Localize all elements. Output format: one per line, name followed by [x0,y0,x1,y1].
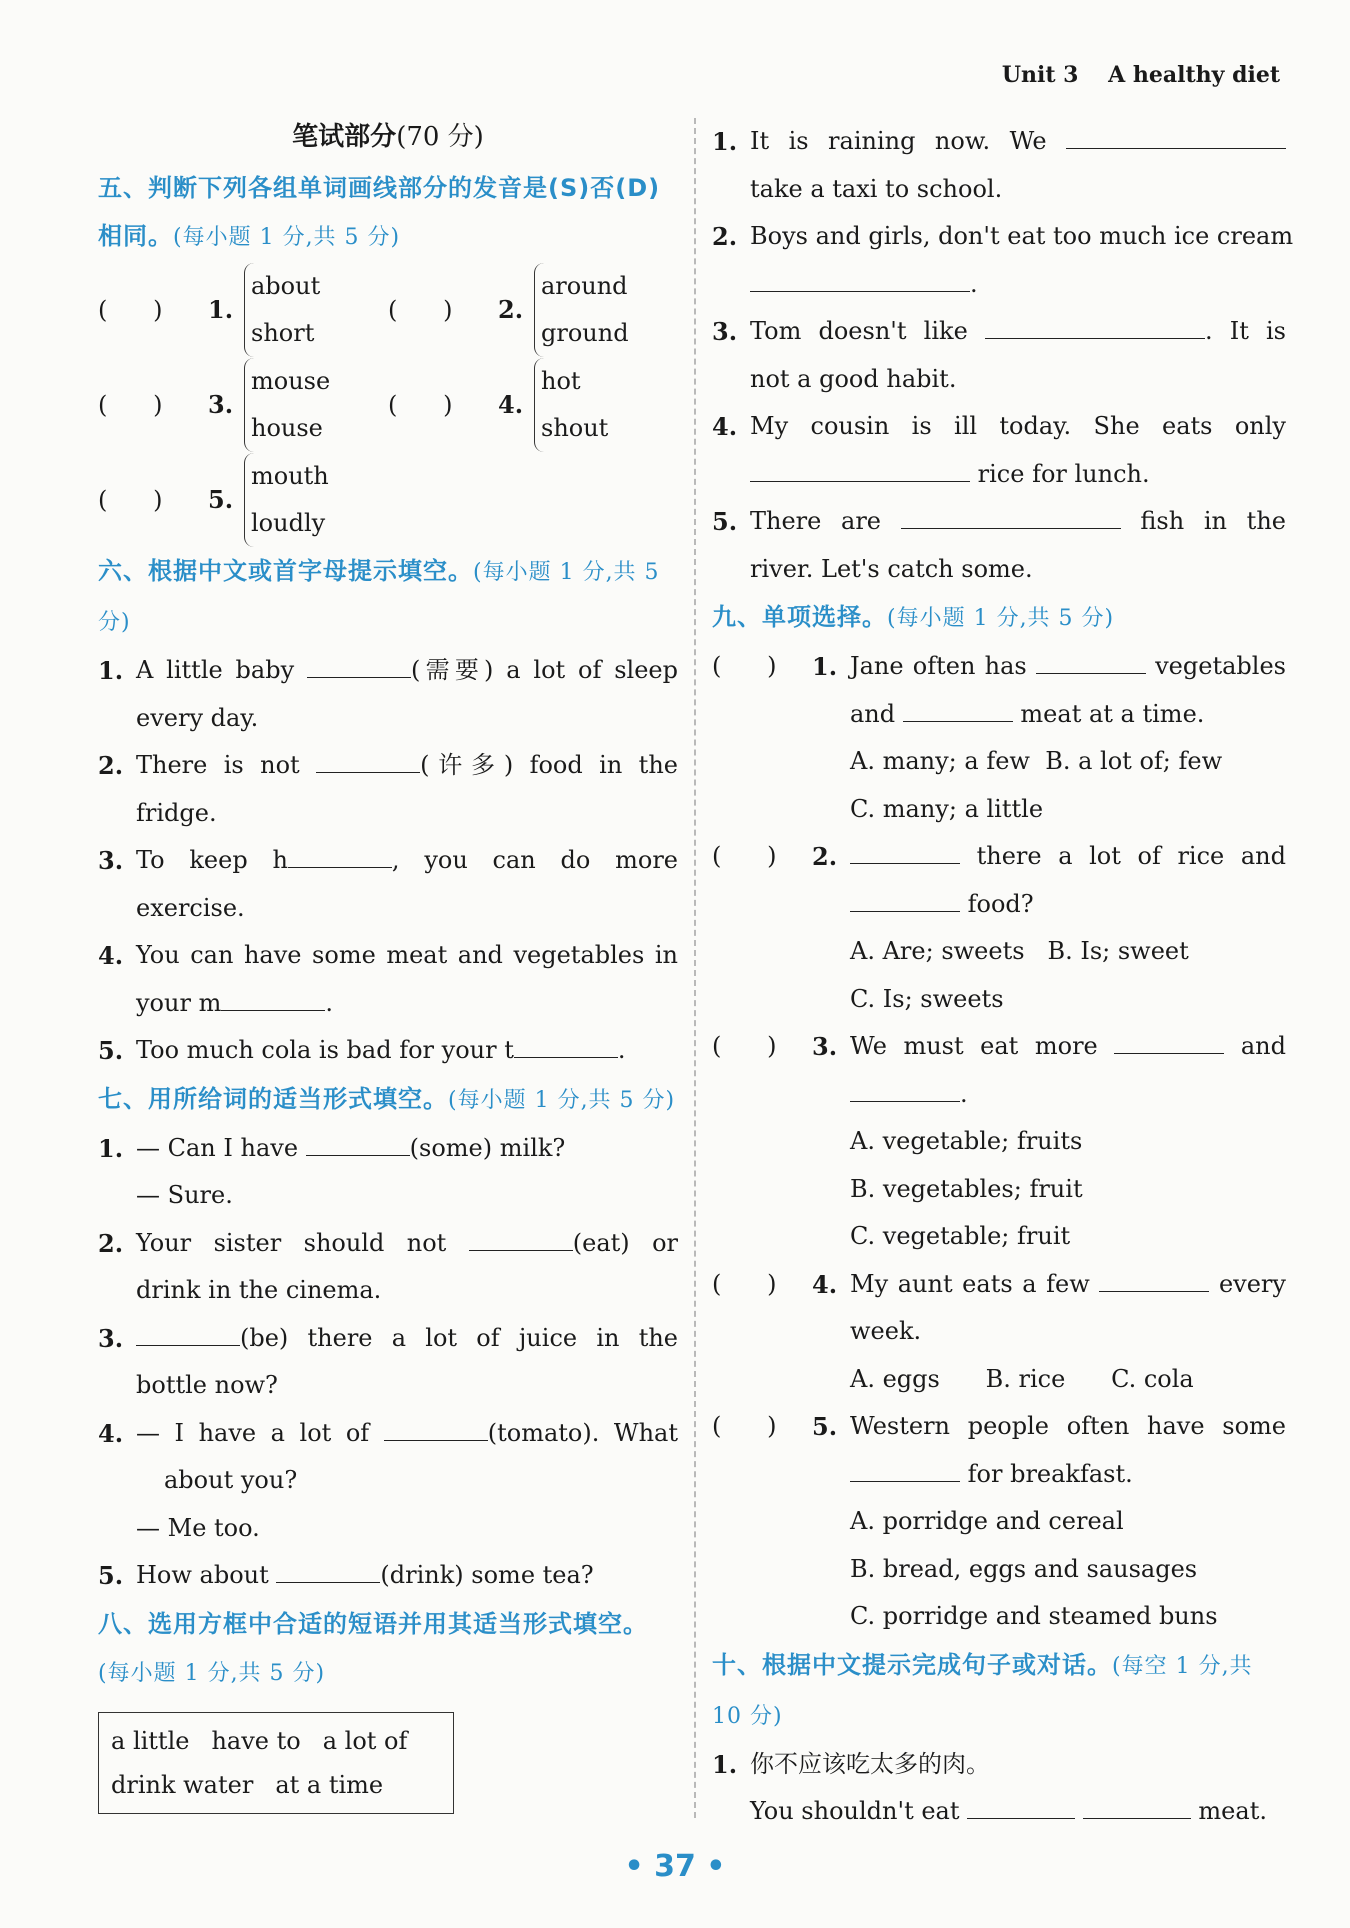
s8-q2: 2. Boys and girls, don't eat too much ice cream [712,222,1294,251]
page-number: • 37 • [624,1849,726,1884]
unit-title: A healthy diet [1108,62,1280,88]
option-a[interactable]: A. porridge and cereal [850,1507,1124,1535]
answer-blank[interactable] [288,845,392,868]
word-pair: hot shout [534,358,608,452]
s7-q4: 4. — I have a lot of (tomato). What [98,1418,678,1448]
option-b[interactable]: B. vegetables; fruit [850,1174,1083,1203]
word-pair: mouth loudly [244,453,329,547]
s5-q5: ( ) 5. mouth loudly [98,453,388,547]
answer-blank[interactable] [306,1133,410,1156]
answer-blank[interactable] [1114,1031,1224,1054]
s9-q4: ( ) 4. My aunt eats a few every [712,1261,1286,1309]
section-9-title: 九、单项选择。(每小题 1 分,共 5 分) [712,603,1115,631]
s9-q1: ( ) 1. Jane often has vegetables [712,643,1286,691]
section-5-title: 五、判断下列各组单词画线部分的发音是(S)否(D)相同。(每小题 1 分,共 5 分) [98,174,661,250]
answer-blank[interactable] [1066,126,1286,149]
answer-paren[interactable]: ( ) [712,1412,777,1440]
s8-q1: 1. It is raining now. We [712,118,1286,166]
answer-blank[interactable] [316,750,420,773]
s5-row-1 [98,262,678,357]
answer-blank[interactable] [384,1418,488,1441]
answer-paren[interactable]: ( ) [712,1032,777,1060]
s9-q3: ( ) 3. We must eat more and [712,1023,1286,1071]
answer-paren[interactable]: ( ) [712,652,777,680]
answer-paren[interactable]: ( ) [98,485,163,514]
option-c[interactable]: C. many; a little [850,794,1044,823]
option-b[interactable]: B. Is; sweet [1047,937,1189,965]
word-pair: about short [244,263,320,357]
s8-q4: 4. My cousin is ill today. She eats only [712,412,1286,441]
phrase-box: a little have to a lot of drink water at a time [98,1712,454,1814]
answer-paren[interactable]: ( ) [98,390,163,419]
answer-blank[interactable] [136,1323,240,1346]
s8-q5: 5. There are fish in the [712,507,1286,536]
answer-blank[interactable] [750,269,970,292]
s7-q2: 2. Your sister should not (eat) or [98,1228,678,1258]
option-a[interactable]: A. Are; sweets [850,937,1025,965]
s9-q5-options [712,1498,1286,1546]
s9-q4-options [712,1356,1286,1404]
section-6-title: 六、根据中文或首字母提示填空。(每小题 1 分,共 5 分) [98,557,660,635]
answer-paren[interactable]: ( ) [388,390,453,419]
left-column: 笔试部分(70 分) 五、判断下列各组单词画线部分的发音是(S)否(D)相同。(每小题 1 分,共 5 分) ( ) 1. about short ( ) 2. around ground ( ) 3. mouse house ( ) 4. hot shout ( ) 5. mouth loudly 六、根据中文或首字母提示填空。(每小题 1 分,共 5 分) 1. A little baby (需要) a lot of sleep every day. 2. There is not (许多) food in the fridge. 3. To keep h , you can do more exercise. 4. You can have some meat and vegetables in your m . 5. Too much cola is bad for your t . 七、用所给词的适当形式填空。(每小题 1 分,共 5 分) 1. — Can I have (some) milk? — Sure. 2. Your sister should not (eat) or drink in the cinema. 3. (be) there a lot of juice in the bottle now? 4. — I have a lot of (tomato). What about you? — Me too. 5. How about (drink) some tea? 八、选用方框中合适的短语并用其适当形式填空。(每小题 1 分,共 5 分) a little have to a lot of drink water at a time [98,118,678,1814]
s5-row-2 [98,357,678,452]
section-7-title: 七、用所给词的适当形式填空。(每小题 1 分,共 5 分) [98,1084,676,1113]
s7-q5: 5. How about (drink) some tea? [98,1561,594,1590]
s9-q2-options [712,928,1286,976]
section-10-title: 十、根据中文提示完成句子或对话。(每空 1 分,共 10 分) [712,1650,1253,1729]
answer-blank[interactable] [307,655,411,678]
option-a[interactable]: A. many; a few [850,747,1030,775]
s9-q3-options [712,1118,1286,1166]
word-pair: mouse house [244,358,330,452]
answer-blank[interactable] [850,1459,960,1482]
s9-q1-options [712,738,1286,786]
option-c[interactable]: C. vegetable; fruit [850,1222,1071,1250]
answer-blank[interactable] [469,1228,573,1251]
s9-q2: ( ) 2. there a lot of rice and [712,833,1286,881]
option-c[interactable]: C. porridge and steamed buns [850,1602,1218,1630]
answer-blank[interactable] [1099,1269,1209,1292]
written-part-title: 笔试部分(70 分) [292,122,484,152]
answer-blank[interactable] [850,1079,960,1102]
answer-blank[interactable] [985,316,1205,339]
answer-blank[interactable] [850,889,960,912]
page-header [1002,62,1280,88]
answer-blank[interactable] [1036,651,1146,674]
option-c[interactable]: C. cola [1111,1364,1194,1393]
word-pair: around ground [534,263,629,357]
option-c[interactable]: C. Is; sweets [850,984,1004,1013]
s8-q3: 3. Tom doesn't like . It is [712,317,1286,346]
answer-blank[interactable] [901,506,1121,529]
column-divider [694,118,696,1818]
answer-blank[interactable] [514,1035,618,1058]
s6-q3: 3. To keep h , you can do more [98,846,679,875]
s5-q2: ( ) 2. around ground [388,263,678,357]
s9-q5: ( ) 5. Western people often have some [712,1403,1286,1451]
option-b[interactable]: B. a lot of; few [1045,747,1223,775]
answer-paren[interactable]: ( ) [712,1269,777,1298]
s5-row-3 [98,452,678,547]
answer-blank[interactable] [276,1560,380,1583]
answer-blank[interactable] [903,699,1013,722]
section-8-title: 八、选用方框中合适的短语并用其适当形式填空。(每小题 1 分,共 5 分) [98,1609,648,1686]
answer-blank[interactable] [967,1796,1075,1819]
s7-q3: 3. (be) there a lot of juice in the [98,1323,678,1353]
answer-paren[interactable]: ( ) [712,842,777,870]
s7-q1: 1. — Can I have (some) milk? [98,1133,566,1163]
unit-label: Unit 3 [1001,62,1079,88]
right-column: 1. It is raining now. We take a taxi to school. 2. Boys and girls, don't eat too much ice cream . 3. Tom doesn't like . It is not a good habit. 4. My cousin is ill today. She eats only rice for lunch. 5. There are fish in the river. Let's catch some. 九、单项选择。(每小题 1 分,共 5 分) ( ) 1. Jane often has vegetables and meat at a time. A. many; a few B. a lot of; few C. many; a little ( ) 2. there a lot of rice and food? A. Are; sweets B. Is; sweet C. Is; sweets ( ) 3. We must eat more and . A. vegetable; fruits B. vegetables; fruit C. vegetable; fruit ( ) 4. My aunt eats a few every week. A. eggs B. rice C. cola ( ) 5. Western people often have some for breakfast. A. porridge and cereal B. bread, eggs and sausages C. porridge and steamed buns 十、根据中文提示完成句子或对话。(每空 1 分,共 10 分) 1. 你不应该吃太多的肉。 You shouldn't eat meat. [712,118,1286,1836]
option-b[interactable]: B. bread, eggs and sausages [850,1554,1198,1583]
answer-blank[interactable] [750,459,970,482]
s6-q1: 1. A little baby (需要) a lot of sleep [98,656,678,685]
answer-blank[interactable] [1083,1796,1191,1819]
s5-q3: ( ) 3. mouse house [98,358,388,452]
answer-blank[interactable] [221,988,325,1011]
s6-q5: 5. Too much cola is bad for your t . [98,1036,626,1065]
s5-q1: ( ) 1. about short [98,263,388,357]
answer-paren[interactable]: ( ) [388,295,453,324]
s6-q2: 2. There is not (许多) food in the [98,751,678,780]
s6-q4: 4. You can have some meat and vegetables in [98,941,678,970]
option-b[interactable]: B. rice [985,1364,1066,1393]
s5-q4: ( ) 4. hot shout [388,358,678,452]
s10-q1: 1. 你不应该吃太多的肉。 [712,1749,990,1779]
answer-paren[interactable]: ( ) [98,295,163,324]
option-a[interactable]: A. vegetable; fruits [850,1127,1083,1155]
option-a[interactable]: A. eggs [850,1364,940,1393]
answer-blank[interactable] [850,841,960,864]
